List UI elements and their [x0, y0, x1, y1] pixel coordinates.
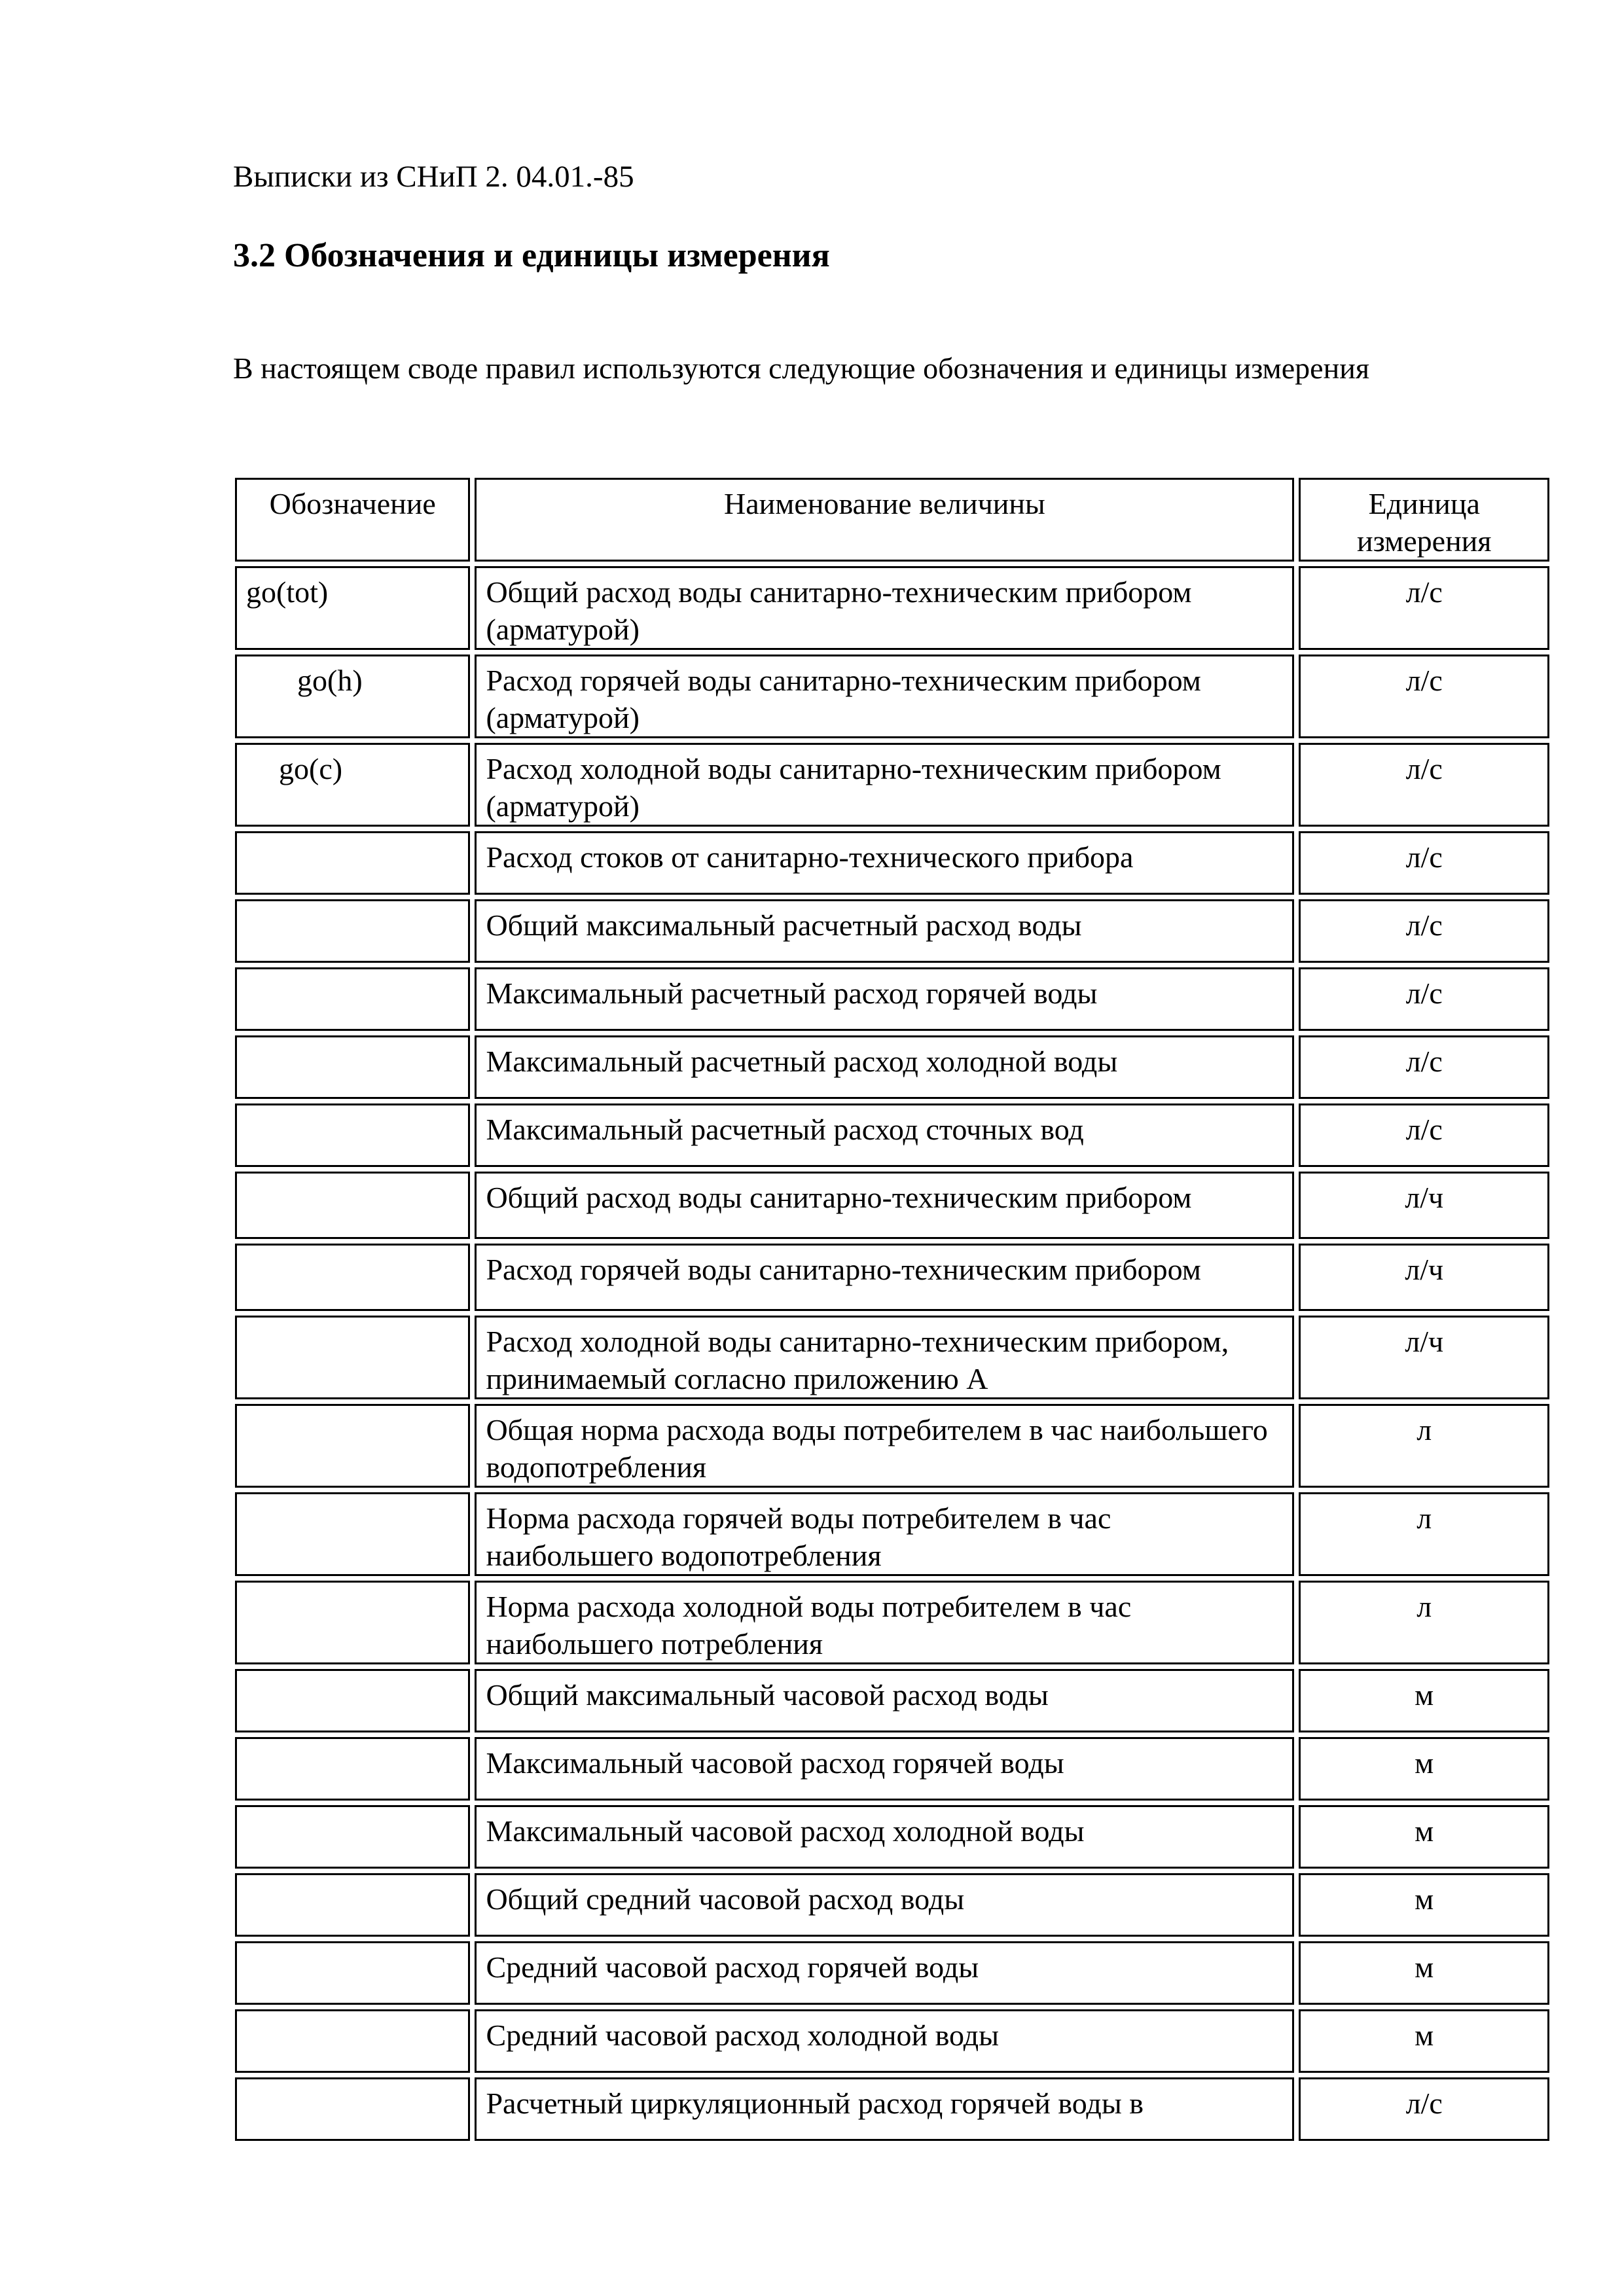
symbol-cell [235, 831, 470, 895]
symbol-cell [235, 1316, 470, 1399]
symbol-cell: go(tot) [235, 566, 470, 650]
units-table [230, 473, 1554, 2145]
unit-cell: л [1299, 1581, 1549, 1664]
unit-cell: л/ч [1299, 1316, 1549, 1399]
name-cell: Максимальный расчетный расход горячей воды [475, 967, 1294, 1031]
symbol-cell [235, 967, 470, 1031]
name-cell: Общий расход воды санитарно-техническим прибором [475, 1172, 1294, 1239]
unit-cell: л/с [1299, 967, 1549, 1031]
table-row [235, 743, 1549, 827]
name-cell: Максимальный расчетный расход холодной воды [475, 1035, 1294, 1099]
unit-cell: м [1299, 2009, 1549, 2073]
header-unit-line2: измерения [1356, 524, 1492, 558]
symbol-cell [235, 2009, 470, 2073]
name-cell: Норма расхода горячей воды потребителем в час наибольшего водопотребления [475, 1492, 1294, 1576]
name-cell: Общий максимальный часовой расход воды [475, 1669, 1294, 1732]
table-row [235, 1737, 1549, 1801]
table-row [235, 1581, 1549, 1664]
unit-cell: м [1299, 1669, 1549, 1732]
section-heading: 3.2 Обозначения и единицы измерения [233, 237, 830, 274]
name-cell: Максимальный часовой расход холодной воды [475, 1805, 1294, 1869]
intro-paragraph: В настоящем своде правил используются следующие обозначения и единицы измерения [233, 351, 1369, 385]
table-row [235, 655, 1549, 738]
header-unit-line1: Единица [1368, 487, 1480, 520]
unit-cell: л/ч [1299, 1244, 1549, 1311]
unit-cell: л/с [1299, 2077, 1549, 2141]
unit-cell: л/с [1299, 1103, 1549, 1167]
symbol-cell [235, 1873, 470, 1937]
table-row [235, 967, 1549, 1031]
unit-cell: л/с [1299, 831, 1549, 895]
table-row [235, 1316, 1549, 1399]
name-cell: Общая норма расхода воды потребителем в час наибольшего водопотребления [475, 1404, 1294, 1488]
table-row [235, 1805, 1549, 1869]
unit-cell: л [1299, 1404, 1549, 1488]
table-row [235, 2077, 1549, 2141]
symbol-cell [235, 1941, 470, 2005]
name-cell: Расход холодной воды санитарно-техническим прибором, принимаемый согласно приложению А [475, 1316, 1294, 1399]
table-row [235, 1244, 1549, 1311]
unit-cell: л/с [1299, 1035, 1549, 1099]
symbol-cell [235, 1404, 470, 1488]
name-cell: Общий средний часовой расход воды [475, 1873, 1294, 1937]
table-row [235, 1035, 1549, 1099]
table-row [235, 1873, 1549, 1937]
table-row [235, 1172, 1549, 1239]
symbol-cell [235, 1805, 470, 1869]
symbol-cell [235, 1581, 470, 1664]
name-cell: Средний часовой расход горячей воды [475, 1941, 1294, 2005]
unit-cell: л/с [1299, 566, 1549, 650]
symbol-cell: go(c) [235, 743, 470, 827]
symbol-cell [235, 1035, 470, 1099]
name-cell: Расход горячей воды санитарно-техническим прибором (арматурой) [475, 655, 1294, 738]
name-cell: Общий расход воды санитарно-техническим прибором (арматурой) [475, 566, 1294, 650]
table-row [235, 899, 1549, 963]
symbol-cell [235, 1172, 470, 1239]
symbol-cell [235, 1492, 470, 1576]
name-cell: Расход горячей воды санитарно-техническим прибором [475, 1244, 1294, 1311]
unit-cell: м [1299, 1737, 1549, 1801]
name-cell: Средний часовой расход холодной воды [475, 2009, 1294, 2073]
table-row [235, 1404, 1549, 1488]
header-symbol: Обозначение [235, 478, 470, 562]
table-row [235, 566, 1549, 650]
name-cell: Максимальный расчетный расход сточных вод [475, 1103, 1294, 1167]
symbol-cell: go(h) [235, 655, 470, 738]
unit-cell: л/ч [1299, 1172, 1549, 1239]
unit-cell: л/с [1299, 655, 1549, 738]
name-cell: Общий максимальный расчетный расход воды [475, 899, 1294, 963]
unit-cell: л/с [1299, 899, 1549, 963]
table-row [235, 1941, 1549, 2005]
unit-cell: м [1299, 1873, 1549, 1937]
document-subtitle: Выписки из СНиП 2. 04.01.-85 [233, 160, 634, 194]
symbol-cell [235, 2077, 470, 2141]
table-row [235, 831, 1549, 895]
name-cell: Расход стоков от санитарно-технического прибора [475, 831, 1294, 895]
symbol-cell [235, 899, 470, 963]
table-row [235, 1492, 1549, 1576]
name-cell: Расчетный циркуляционный расход горячей воды в [475, 2077, 1294, 2141]
name-cell: Расход холодной воды санитарно-техническим прибором (арматурой) [475, 743, 1294, 827]
symbol-cell [235, 1669, 470, 1732]
table-row [235, 1103, 1549, 1167]
header-name: Наименование величины [475, 478, 1294, 562]
table-row [235, 2009, 1549, 2073]
symbol-cell [235, 1244, 470, 1311]
table-row [235, 1669, 1549, 1732]
unit-cell: м [1299, 1941, 1549, 2005]
unit-cell: м [1299, 1805, 1549, 1869]
symbol-cell [235, 1103, 470, 1167]
unit-cell: л [1299, 1492, 1549, 1576]
header-unit [1299, 478, 1549, 562]
table-header-row [235, 478, 1549, 562]
symbol-cell [235, 1737, 470, 1801]
name-cell: Норма расхода холодной воды потребителем в час наибольшего потребления [475, 1581, 1294, 1664]
name-cell: Максимальный часовой расход горячей воды [475, 1737, 1294, 1801]
unit-cell: л/с [1299, 743, 1549, 827]
